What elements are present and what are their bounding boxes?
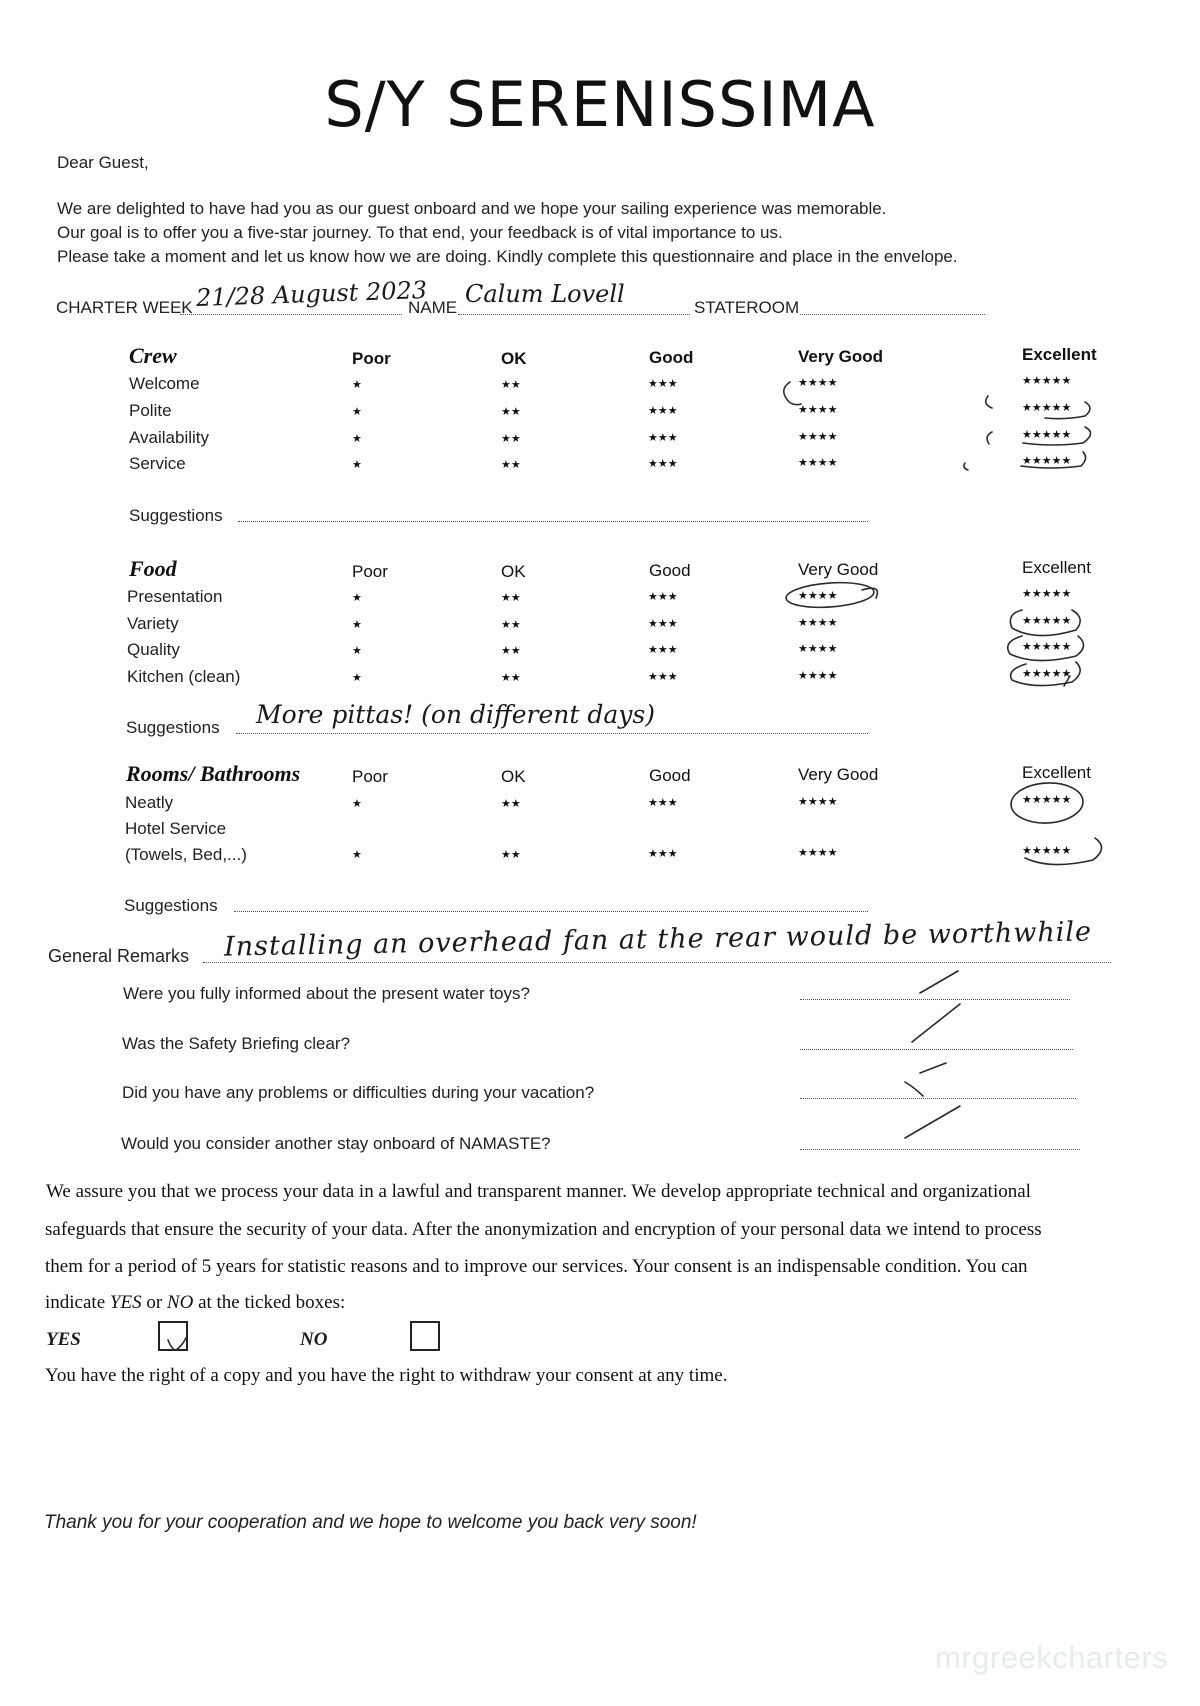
row-label-presentation: Presentation — [127, 587, 223, 606]
rating-star-option[interactable]: ★★★★ — [798, 616, 838, 629]
answer-line-water-toys[interactable] — [800, 999, 1070, 1000]
question-problems: Did you have any problems or difficulties during your vacation? — [122, 1083, 595, 1102]
col-header-excellent: Excellent — [1022, 558, 1091, 577]
rating-star-option[interactable]: ★★★★★ — [1022, 587, 1072, 600]
name-value: Calum Lovell — [465, 280, 625, 308]
charter-week-line — [180, 314, 402, 315]
charter-week-value: 21/28 August 2023 — [195, 275, 428, 313]
general-remarks-label: General Remarks — [48, 946, 190, 966]
gdpr-rights: You have the right of a copy and you have the right to withdraw your consent at any time. — [45, 1365, 728, 1386]
rating-star-option[interactable]: ★★★ — [648, 670, 678, 683]
section-title-rooms: Rooms/ Bathrooms — [126, 761, 301, 786]
col-header-good: Good — [649, 766, 691, 785]
rating-star-option[interactable]: ★★★★ — [798, 589, 838, 602]
stateroom-line — [800, 314, 985, 315]
row-label-availability: Availability — [129, 428, 210, 447]
rating-star-option[interactable]: ★★★★ — [798, 456, 838, 469]
rating-star-option[interactable]: ★★★ — [648, 617, 678, 630]
pen-mark-circle — [964, 463, 968, 470]
rating-star-option[interactable]: ★★ — [501, 432, 521, 445]
row-label-towels-bed: (Towels, Bed,...) — [125, 845, 247, 864]
rating-star-option[interactable]: ★ — [352, 432, 362, 445]
rating-star-option[interactable]: ★★ — [501, 618, 521, 631]
rating-star-option[interactable]: ★★★★ — [798, 376, 838, 389]
watermark-logo: mrgreekcharters — [935, 1640, 1169, 1675]
rating-star-option[interactable]: ★★★ — [648, 643, 678, 656]
general-remarks-value: Installing an overhead fan at the rear would be worthwhile — [223, 916, 1093, 963]
col-header-excellent: Excellent — [1022, 345, 1097, 364]
charter-week-label: CHARTER WEEK — [56, 298, 193, 317]
col-header-good: Good — [649, 348, 694, 367]
section-title-food: Food — [129, 556, 177, 581]
general-remarks-line[interactable] — [203, 962, 1111, 963]
rating-star-option[interactable]: ★★★ — [648, 457, 678, 470]
rating-star-option[interactable]: ★★ — [501, 405, 521, 418]
intro-line-3: Please take a moment and let us know how we are doing. Kindly complete this questionnaire and place in the envelope. — [57, 247, 958, 266]
rating-star-option[interactable]: ★★★★★ — [1022, 614, 1072, 627]
col-header-very-good: Very Good — [798, 347, 884, 366]
rating-star-option[interactable]: ★★★★★ — [1022, 428, 1072, 441]
rating-star-option[interactable]: ★ — [352, 618, 362, 631]
salutation: Dear Guest, — [57, 153, 149, 172]
col-header-very-good: Very Good — [798, 560, 879, 579]
rating-star-option[interactable]: ★ — [352, 644, 362, 657]
col-header-excellent: Excellent — [1022, 763, 1091, 782]
rating-star-option[interactable]: ★ — [352, 671, 362, 684]
rating-star-option[interactable]: ★★ — [501, 378, 521, 391]
rating-star-option[interactable]: ★ — [352, 405, 362, 418]
col-header-poor: Poor — [352, 349, 391, 368]
row-label-polite: Polite — [129, 401, 172, 420]
rating-star-option[interactable]: ★★★★ — [798, 669, 838, 682]
gdpr-line-2: safeguards that ensure the security of your data. After the anonymization and encryption of your personal data we intend to process — [45, 1219, 1042, 1240]
gdpr-indicate-post: at the ticked boxes: — [193, 1292, 346, 1313]
col-header-ok: OK — [501, 562, 526, 581]
question-safety-briefing: Was the Safety Briefing clear? — [122, 1034, 351, 1053]
pen-mark-oval-tail — [862, 588, 877, 598]
gdpr-indicate-pre: indicate — [45, 1292, 110, 1313]
gdpr-line-3: them for a period of 5 years for statistic reasons and to improve our services. Your consent is an indispensable condition. You can — [45, 1256, 1028, 1277]
rating-star-option[interactable]: ★★ — [501, 591, 521, 604]
rating-star-option[interactable]: ★★★★ — [798, 403, 838, 416]
intro-line-2: Our goal is to offer you a five-star journey. To that end, your feedback is of vital importance to us. — [57, 223, 783, 242]
gdpr-indicate-no: NO — [166, 1292, 194, 1313]
rating-star-option[interactable]: ★★★ — [648, 796, 678, 809]
col-header-poor: Poor — [352, 562, 388, 581]
rating-star-option[interactable]: ★★★ — [648, 404, 678, 417]
rating-star-option[interactable]: ★ — [352, 591, 362, 604]
rating-star-option[interactable]: ★★★★★ — [1022, 793, 1072, 806]
row-label-quality: Quality — [127, 640, 180, 659]
pen-mark-circle — [986, 396, 992, 408]
consent-no-label: NO — [300, 1329, 328, 1350]
gdpr-indicate-or: or — [141, 1292, 167, 1313]
answer-line-problems[interactable] — [800, 1098, 1076, 1099]
rooms-suggestions-line[interactable] — [234, 911, 868, 912]
rating-star-option[interactable]: ★★★ — [648, 590, 678, 603]
rating-star-option[interactable]: ★★★★★ — [1022, 667, 1072, 680]
pen-mark-tick — [920, 971, 958, 993]
pen-mark-circle — [987, 432, 992, 444]
page-title: S/Y SERENISSIMA — [324, 68, 876, 141]
rating-star-option[interactable]: ★★★★ — [798, 642, 838, 655]
row-label-variety: Variety — [127, 614, 179, 633]
rating-star-option[interactable]: ★★ — [501, 797, 521, 810]
col-header-poor: Poor — [352, 767, 388, 786]
name-line — [458, 314, 690, 315]
rating-star-option[interactable]: ★★ — [501, 644, 521, 657]
row-label-kitchen: Kitchen (clean) — [127, 667, 241, 686]
rating-star-option[interactable]: ★★★★★ — [1022, 374, 1072, 387]
rating-star-option[interactable]: ★★★★ — [798, 846, 838, 859]
answer-line-safety-briefing[interactable] — [800, 1049, 1073, 1050]
section-title-crew: Crew — [129, 343, 177, 368]
food-suggestions-line[interactable] — [236, 733, 868, 734]
gdpr-line-1: We assure you that we process your data in a lawful and transparent manner. We develop appropriate technical and organizational — [46, 1181, 1031, 1202]
question-water-toys: Were you fully informed about the present water toys? — [123, 984, 530, 1003]
answer-line-another-stay[interactable] — [800, 1149, 1080, 1150]
col-header-ok: OK — [501, 767, 526, 786]
gdpr-line-4 — [45, 1292, 345, 1314]
row-label-neatly: Neatly — [125, 793, 174, 812]
gdpr-indicate-yes: YES — [109, 1292, 142, 1313]
food-suggestions-label: Suggestions — [126, 718, 220, 737]
col-header-ok: OK — [501, 349, 527, 368]
row-label-service: Service — [129, 454, 186, 473]
rooms-suggestions-label: Suggestions — [124, 896, 218, 915]
stateroom-label: STATEROOM — [694, 298, 800, 317]
col-header-very-good: Very Good — [798, 765, 879, 784]
col-header-good: Good — [649, 561, 691, 580]
rating-star-option[interactable]: ★★★★ — [798, 430, 838, 443]
food-suggestions-value: More pittas! (on different days) — [256, 700, 655, 729]
rating-star-option[interactable]: ★★★★★ — [1022, 844, 1072, 857]
pen-mark-tick — [920, 1063, 946, 1073]
pen-mark-tick — [905, 1106, 960, 1138]
pen-mark-tick — [912, 1004, 960, 1042]
rating-star-option[interactable]: ★ — [352, 458, 362, 471]
consent-no-checkbox[interactable] — [410, 1321, 440, 1351]
pen-mark-tick — [905, 1082, 923, 1096]
question-another-stay: Would you consider another stay onboard of NAMASTE? — [121, 1134, 551, 1153]
rating-star-option[interactable]: ★★★★★ — [1022, 640, 1072, 653]
name-label: NAME — [408, 298, 458, 317]
consent-yes-checkbox[interactable] — [158, 1321, 188, 1351]
rating-star-option[interactable]: ★★★ — [648, 431, 678, 444]
rating-star-option[interactable]: ★★ — [501, 458, 521, 471]
rating-star-option[interactable]: ★★★ — [648, 377, 678, 390]
rating-star-option[interactable]: ★★★★ — [798, 795, 838, 808]
rating-star-option[interactable]: ★ — [352, 797, 362, 810]
rating-star-option[interactable]: ★★★ — [648, 847, 678, 860]
closing-message: Thank you for your cooperation and we hope to welcome you back very soon! — [44, 1512, 697, 1533]
crew-suggestions-label: Suggestions — [129, 506, 223, 525]
rating-star-option[interactable]: ★ — [352, 848, 362, 861]
rating-star-option[interactable]: ★★★★★ — [1022, 454, 1072, 467]
crew-suggestions-line[interactable] — [238, 521, 868, 522]
rating-star-option[interactable]: ★★★★★ — [1022, 401, 1072, 414]
rating-star-option[interactable]: ★ — [352, 378, 362, 391]
rating-star-option[interactable]: ★★ — [501, 848, 521, 861]
row-label-welcome: Welcome — [129, 374, 200, 393]
row-label-hotel-service: Hotel Service — [125, 819, 227, 838]
rating-star-option[interactable]: ★★ — [501, 671, 521, 684]
consent-yes-label: YES — [46, 1329, 81, 1350]
intro-line-1: We are delighted to have had you as our guest onboard and we hope your sailing experience was memorable. — [57, 199, 887, 218]
